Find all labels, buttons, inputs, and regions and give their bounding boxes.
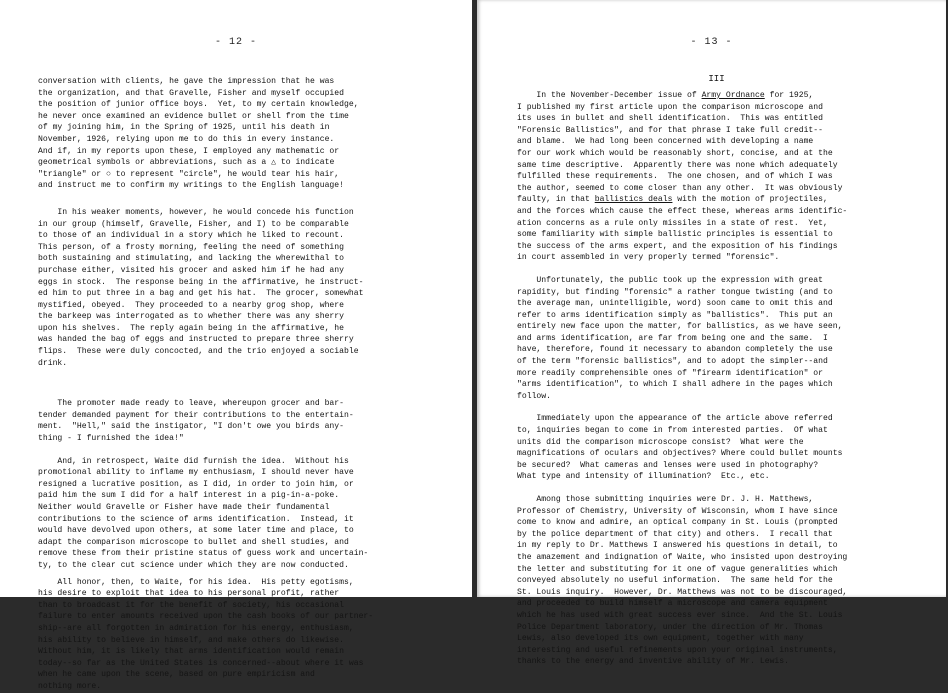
paragraph-gap — [38, 192, 448, 207]
left-page — [0, 0, 472, 691]
underlined-text: ballistics deals — [594, 195, 673, 205]
text-line: of my joining him, in the Spring of 1925, until his death in — [38, 123, 330, 133]
text-line: ship--are all forgotten in admiration for his energy, enthusiasm, — [38, 623, 354, 633]
text-line: remove these from their pristine status of guess work and uncertain- — [38, 549, 369, 559]
text-line: St. Louis inquiry. However, Dr. Matthews was not to be discouraged, — [517, 587, 848, 597]
text-line: The promoter made ready to leave, whereupon grocer and bar- — [38, 399, 344, 409]
text-line: Without him, it is likely that arms identification would remain — [38, 647, 344, 657]
text-line: Police Department laboratory, under the direction of Mr. Thomas — [517, 622, 823, 632]
text-line: the letter and substituting for it one of vague generalities which — [517, 564, 838, 574]
text-line: rapidity, but finding "forensic" a rather tongue twisting (and to — [517, 287, 833, 297]
text-line: follow. — [517, 391, 551, 401]
paragraph — [38, 76, 448, 192]
right-page-body — [517, 74, 916, 668]
paragraph-gap — [38, 445, 448, 456]
text-line: What type and intensity of illumination? Etc., etc. — [517, 472, 770, 482]
text-line: more readily comprehensible ones of "firearm identification" or — [517, 368, 823, 378]
text-line: tender demanded payment for their contributions to the entertain- — [38, 410, 354, 420]
text-line: November, 1926, relying upon me to do this in every instance. — [38, 134, 335, 144]
text-line: And, in retrospect, Waite did furnish the idea. Without his — [38, 456, 349, 466]
paragraph-gap — [38, 369, 448, 398]
text-line: the success of the arms expert, and the exposition of his findings — [517, 241, 838, 251]
text-line: "Forensic Ballistics", and for that phrase I take full credit-- — [517, 125, 823, 135]
text-line: failure to enter amounts received upon the cash books of our partner- — [38, 612, 374, 622]
text-line: ty, to the clear cut science under which they are now conducted. — [38, 560, 349, 570]
text-line: In the November-December issue of Army Ordnance for 1925, — [517, 91, 814, 100]
text-line: thing - I furnished the idea!" — [38, 434, 184, 444]
text-line: and blame. We had long been concerned with developing a name — [517, 137, 814, 147]
text-line: "triangle" or ○ to represent "circle", he would tear his hair, — [38, 169, 340, 179]
text-line: resigned a lucrative position, as I did, in order to join him, or — [38, 479, 354, 489]
text-line: both sustaining and stimulating, and lacking the wherewithal to — [38, 254, 344, 264]
text-line: faulty, in that ballistics deals with the motion of projectiles, — [517, 195, 828, 205]
section-heading: III — [708, 74, 725, 84]
text-line: his desire to exploit that idea to his personal profit, rather — [38, 589, 340, 599]
text-line: ment. "Hell," said the instigator, "I don't owe you birds any- — [38, 422, 344, 432]
text-line: and instruct me to confirm my writings to the English language! — [38, 181, 344, 191]
text-line: today--so far as the United States is concerned--about where it was — [38, 658, 364, 668]
text-line: would have devolved upon others, at some later time and place, to — [38, 526, 354, 536]
text-line: the average man, unintelligible, word) soon came to omit this and — [517, 299, 833, 309]
text-line: come to know and admire, an optical company in St. Louis (prompted — [517, 518, 838, 528]
text-line: same time descriptive. Apparently there was none which adequately — [517, 160, 838, 170]
text-line: in court assembled in very properly termed "forensic". — [517, 253, 780, 263]
text-line: and arms identification, are far from being one and the same. I — [517, 333, 828, 343]
text-line: And if, in my reports upon these, I employed any mathematic or — [38, 146, 340, 156]
right-page — [477, 0, 946, 667]
paragraph — [38, 577, 448, 693]
text-line: have, therefore, found it necessary to abandon completely the use — [517, 345, 833, 355]
text-line: upon his shelves. The reply again being in the affirmative, he — [38, 323, 344, 333]
text-line: the author, seemed to come closer than any other. It was obviously — [517, 183, 843, 193]
left-page-number: - 12 - — [214, 37, 257, 48]
text-line: Professor of Chemistry, University of Wisconsin, whom I have since — [517, 506, 838, 516]
text-line: fulfilled these requirements. The one chosen, and of which I was — [517, 172, 833, 182]
text-line: to, inquiries began to come in from interested parties. Of what — [517, 426, 828, 436]
text-line: Unfortunately, the public took up the expression with great — [517, 275, 823, 285]
text-line: to those of an individual in a story which he liked to recount. — [38, 231, 344, 241]
text-line: which he has used with great success ever since. And the St. Louis — [517, 610, 843, 620]
text-line: of the term "forensic ballistics", and to adopt the simpler--and — [517, 357, 828, 367]
text-line: This person, of a frosty morning, feeling the need of something — [38, 242, 344, 252]
text-line: some familiarity with simple ballistic principles is essential to — [517, 230, 833, 240]
text-line: Neither would Gravelle or Fisher have made their fundamental — [38, 503, 330, 512]
text-line: units did the comparison microscope consist? What were the — [517, 437, 804, 447]
text-line: drink. — [38, 358, 68, 368]
text-line: for our work which would be reasonably short, concise, and at the — [517, 148, 833, 158]
paragraph-gap — [517, 402, 916, 413]
text-line: and the forces which cause the effect these, whereas arms identific- — [517, 206, 848, 216]
paragraph — [38, 207, 448, 369]
text-line: purchase either, visited his grocer and asked him if he had any — [38, 265, 344, 275]
text-line: magnifications of oculars and objectives? Where could bullet mounts — [517, 449, 843, 459]
text-line: Among those submitting inquiries were Dr. J. H. Matthews, — [517, 495, 814, 504]
text-line: All honor, then, to Waite, for his idea. His petty egotisms, — [38, 577, 354, 587]
text-line: promotional ability to inflame my enthusiasm, I should never have — [38, 468, 354, 478]
text-line: he never once examined an evidence bullet or shell from the time — [38, 111, 349, 121]
text-line: ed him to put three in a bag and get his hat. The grocer, somewhat — [38, 289, 364, 299]
text-line: the amazement and indignation of Waite, who insisted upon destroying — [517, 552, 848, 562]
text-line: when he came upon the scene, based on pure empiricism and — [38, 670, 315, 680]
left-page-body — [38, 76, 448, 693]
text-line: thanks to the energy and inventive ability of Mr. Lewis. — [517, 657, 789, 667]
paragraph — [38, 398, 448, 444]
text-line: the organization, and that Gravelle, Fisher and myself occupied — [38, 88, 344, 98]
text-line: be secured? What cameras and lenses were used in photography? — [517, 460, 819, 470]
text-line: in our group (himself, Gravelle, Fisher, and I) to be comparable — [38, 219, 349, 229]
paragraph — [517, 413, 916, 483]
text-line: in my reply to Dr. Matthews I answered his questions in detail, to — [517, 541, 838, 551]
text-line: refer to arms identification simply as "ballistics". This put an — [517, 310, 833, 320]
text-line: conversation with clients, he gave the impression that he was — [38, 77, 335, 86]
paragraph-gap — [517, 264, 916, 275]
text-line: I published my first article upon the comparison microscope and — [517, 102, 823, 112]
text-line: the barkeep was interrogated as to whether there was any sherry — [38, 312, 344, 322]
text-line: his ability to believe in himself, and make others do likewise. — [38, 635, 344, 645]
text-line: and proceeded to build himself a microscope and camera equipment — [517, 599, 828, 609]
text-line: its uses in bullet and shell identification. This was entitled — [517, 114, 823, 124]
text-line: flips. These were duly concocted, and the trio enjoyed a sociable — [38, 347, 359, 357]
text-line: interesting and useful refinements upon your original instruments, — [517, 645, 838, 655]
text-line: paid him the sum I did for a half interest in a pig-in-a-poke. — [38, 491, 340, 501]
text-line: mystified, obeyed. They proceeded to a nearby grog shop, where — [38, 300, 344, 310]
text-line: Immediately upon the appearance of the article above referred — [517, 414, 833, 424]
text-line: conveyed absolutely no useful information. The same held for the — [517, 576, 833, 586]
text-line: was handed the bag of eggs and instructed to prepare three sherry — [38, 335, 354, 345]
paragraph — [517, 275, 916, 403]
text-line: In his weaker moments, however, he would concede his function — [38, 207, 354, 217]
paragraph — [517, 90, 916, 264]
text-line: Lewis, also developed its own equipment, together with many — [517, 634, 804, 644]
text-line: than to broadcast it for the benefit of society, his occasional — [38, 600, 344, 610]
paragraph-gap — [517, 483, 916, 494]
text-line: contributions to the science of arms identification. Instead, it — [38, 514, 354, 524]
text-line: by the police department of that city) and others. I recall that — [517, 529, 833, 539]
paragraph — [38, 456, 448, 572]
text-line: nothing more. — [38, 681, 102, 691]
text-line: "arms identification", to which I shall adhere in the pages which — [517, 380, 833, 390]
underlined-text: Army Ordnance — [701, 91, 765, 100]
paragraph — [517, 494, 916, 668]
text-line: geometrical symbols or abbreviations, such as a △ to indicate — [38, 158, 335, 168]
text-line: entirely new face upon the matter, for ballistics, as we have seen, — [517, 322, 843, 332]
text-line: the position of junior office boys. Yet, to my certain knowledge, — [38, 100, 359, 110]
text-line: adapt the comparison microscope to bullet and shell studies, and — [38, 537, 349, 547]
text-line: ation concerns as a rule only missiles in a state of rest. Yet, — [517, 218, 828, 228]
text-line: eggs in stock. The response being in the affirmative, he instruct- — [38, 277, 364, 287]
right-page-number: - 13 - — [690, 37, 733, 48]
